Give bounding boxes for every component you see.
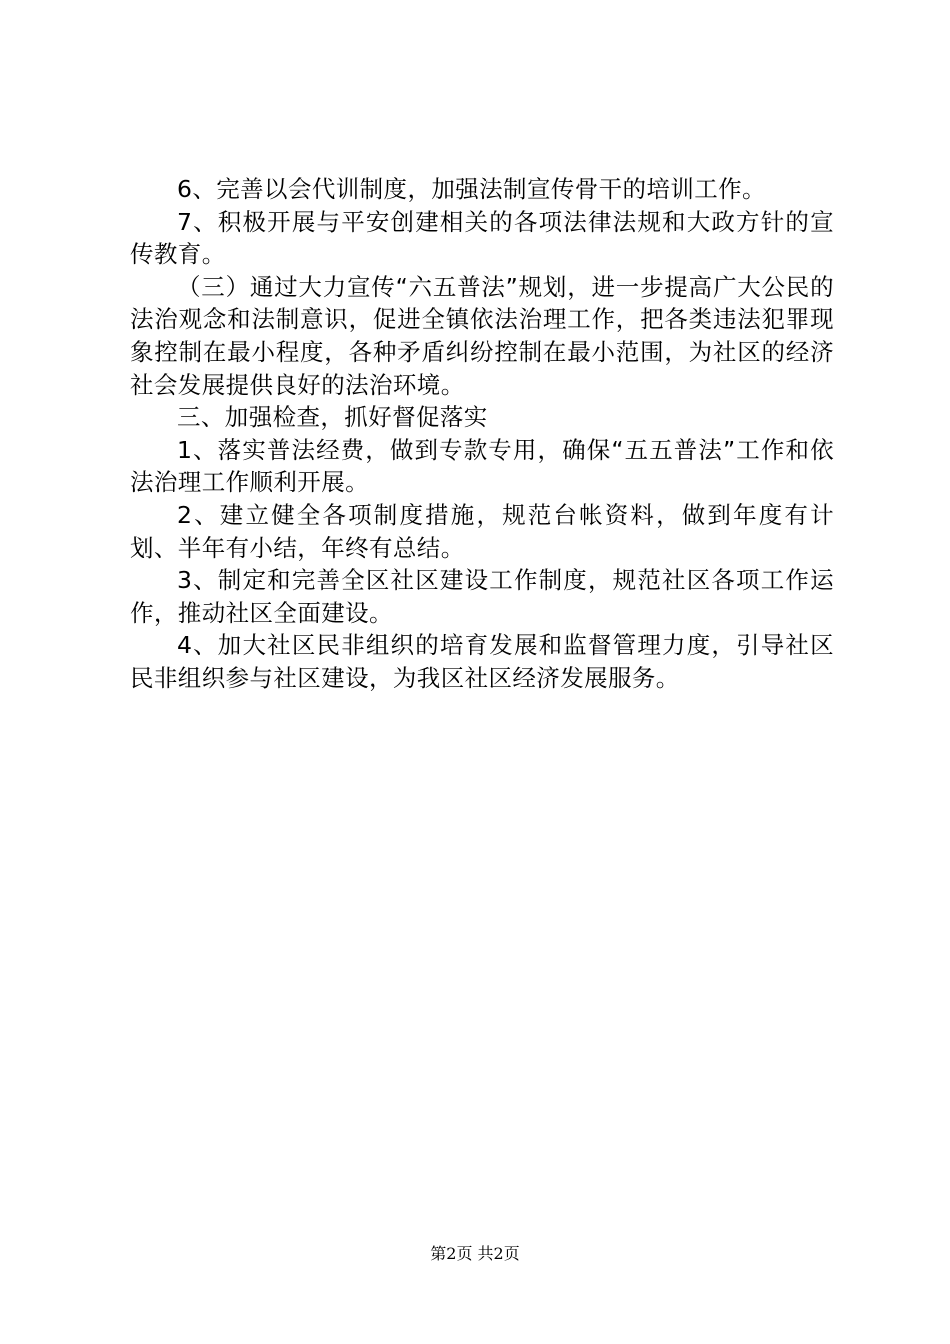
section-heading-3: 三、加强检查，抓好督促落实 — [177, 403, 488, 432]
paragraph-item-1: 1、落实普法经费，做到专款专用，确保“五五普法”工作和依法治理工作顺利开展。 — [130, 435, 834, 497]
paragraph-item-2: 2、建立健全各项制度措施，规范台帐资料，做到年度有计划、半年有小结，年终有总结。 — [130, 500, 834, 562]
paragraph-item-4: 4、加大社区民非组织的培育发展和监督管理力度，引导社区民非组织参与社区建设，为我区社区经济发展服务。 — [130, 631, 834, 692]
paragraph-item-6: 6、完善以会代训制度，加强法制宣传骨干的培训工作。 — [177, 175, 766, 203]
page-number-footer: 第2页 共2页 — [430, 1244, 520, 1263]
document-body — [130, 173, 834, 695]
paragraph-item-3: 3、制定和完善全区社区建设工作制度，规范社区各项工作运作，推动社区全面建设。 — [130, 566, 834, 627]
paragraph-section-3: （三）通过大力宣传“六五普法”规划，进一步提高广大公民的法治观念和法制意识，促进全镇依法治理工作，把各类违法犯罪现象控制在最小程度，各种矛盾纠纷控制在最小范围，为社区的经济社会发展提供良好的法治环境。 — [130, 272, 834, 399]
paragraph-item-7: 7、积极开展与平安创建相关的各项法律法规和大政方针的宣传教育。 — [130, 207, 834, 269]
